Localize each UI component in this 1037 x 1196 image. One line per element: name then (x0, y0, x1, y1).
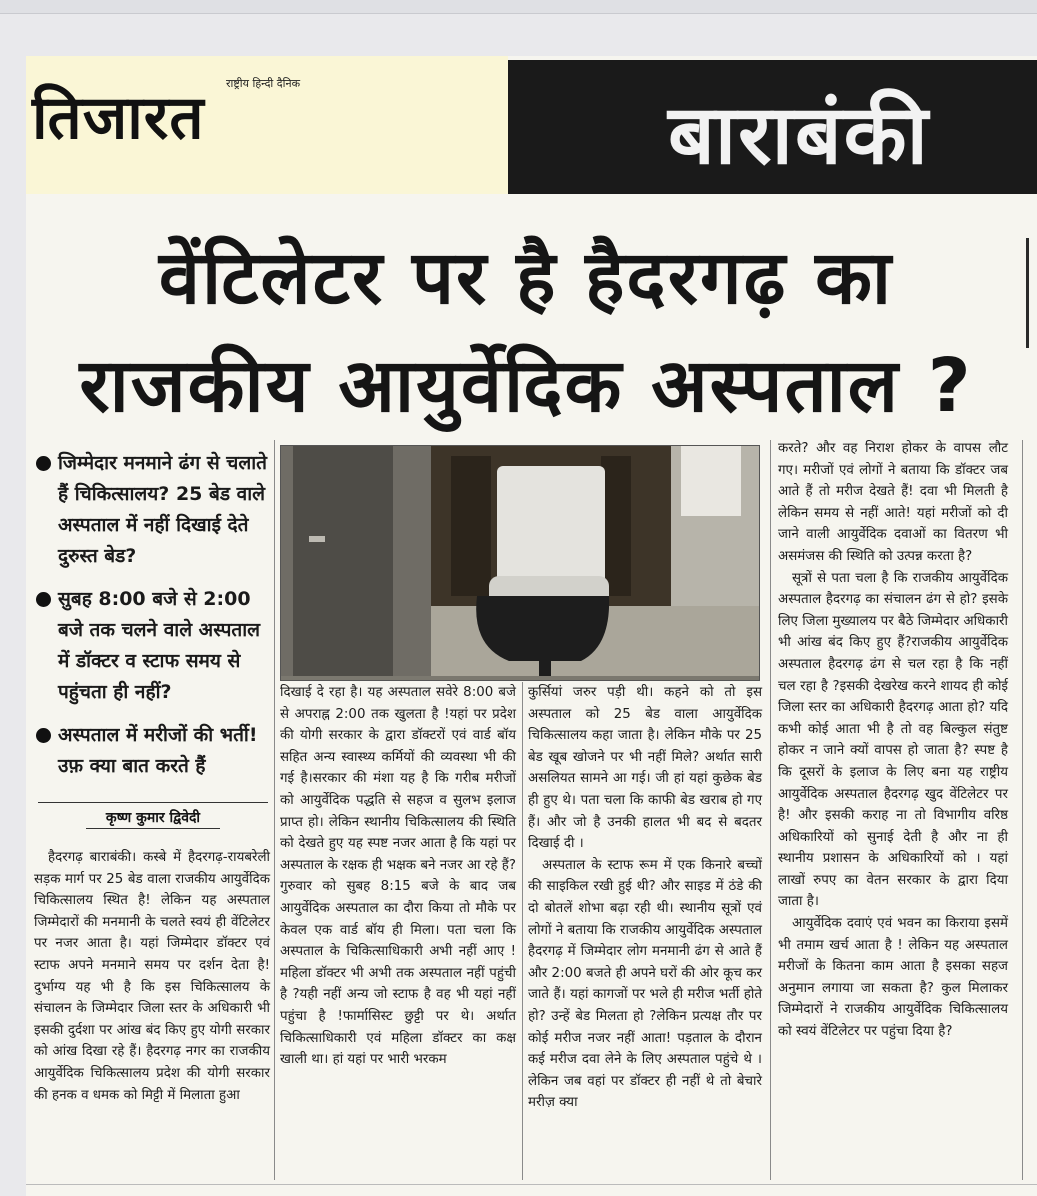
masthead-subtitle: राष्ट्रीय हिन्दी दैनिक (226, 77, 301, 90)
paragraph: दिखाई दे रहा है। यह अस्पताल सवेरे 8:00 बजे से अपराह्न 2:00 तक खुलता है !यहां पर प्रदेश की योगी सरकार के द्वारा डॉक्टरों एवं वार्ड बॉय सहित अन्य स्वास्थ्य कर्मियों की व्यवस्था भी की गई है।सरकार की मंशा यह है कि गरीब मरीजों को आयुर्वेदिक पद्धति से सहज व सुलभ इलाज प्राप्त हो। लेकिन स्थानीय चिकित्सालय की स्थिति को देखते हुए यह स्पष्ट नजर आता है कि यहां पर अस्पताल के रक्षक ही भक्षक बने नजर आ रहे हैं? गुरुवार को सुबह 8:15 बजे के बाद जब आयुर्वेदिक अस्पताल का दौरा किया तो मौके पर केवल एक वार्ड बॉय ही मिला। पता चला कि अस्पताल के चिकित्साधिकारी अभी नहीं आए !महिला डॉक्टर भी अभी तक अस्पताल नहीं पहुंची है ?यही नहीं अन्य जो स्टाफ है वह भी यहां नहीं पहुंचा है !फार्मासिस्ट छुट्टी पर थे। अर्थात चिकित्साधिकारी एवं महिला डॉक्टर का कक्ष खाली था। हां यहां पर भारी भरकम (280, 685, 516, 1068)
bullet-icon (36, 592, 51, 607)
byline-underline (86, 828, 220, 829)
headline-line-1: वेंटिलेटर पर है हैदरगढ़ का (158, 235, 894, 321)
article-column-4 (778, 438, 1008, 1043)
news-photo (280, 445, 760, 681)
bullet-icon (36, 728, 51, 743)
column-rule (522, 682, 523, 1180)
article-column-1 (34, 847, 270, 1106)
paragraph: करते? और वह निराश होकर के वापस लौट गए। मरीजों एवं लोगों ने बताया कि डॉक्टर जब आते हैं तो मरीज देखते हैं! दवा भी मिलती है लेकिन समय से नहीं आते! यहां मरीजों को दी जाने वाली आयुर्वेदिक दवाओं का वितरण भी असमंजस की स्थिति को उत्पन्न करता है? (778, 441, 1008, 564)
bullet-icon (36, 456, 51, 471)
column-rule (770, 440, 771, 1180)
headline-line-2: राजकीय आयुर्वेदिक अस्पताल ? (79, 343, 973, 429)
masthead (26, 56, 508, 194)
paragraph: हैदरगढ़ बाराबंकी। कस्बे में हैदरगढ़-रायबरेली सड़क मार्ग पर 25 बेड वाला राजकीय आयुर्वेदिक चिकित्सालय स्थित है! लेकिन यह अस्पताल जिम्मेदारों की मनमानी के चलते स्वयं ही वेंटिलेटर पर नजर आता है। यहां जिम्मेदार डॉक्टर एवं स्टाफ अपने मनमाने समय पर दर्शन देता है!दुर्भाग्य यह भी है कि इस चिकित्सालय के संचालन के जिम्मेदार जिला स्तर के अधिकारी भी इसकी दुर्दशा पर आंख बंद किए हुए योगी सरकार को आंख दिखा रहे हैं। हैदरगढ़ नगर का राजकीय आयुर्वेदिक चिकित्सालय प्रदेश की योगी सरकार की हनक व धमक को मिट्टी में मिलाता हुआ (34, 850, 270, 1103)
highlight-text: जिम्मेदार मनमाने ढंग से चलाते हैं चिकित्सालय? 25 बेड वाले अस्पताल में नहीं दिखाई देते दुरुस्त बेड? (58, 452, 267, 567)
paragraph: आयुर्वेदिक दवाएं एवं भवन का किराया इसमें भी तमाम खर्च आता है ! लेकिन यह अस्पताल मरीजों के कितना काम आता है इसका सहज अनुमान लगाया जा सकता है? कुल मिलाकर जिम्मेदारों ने राजकीय आयुर्वेदिक चिकित्सालय को स्वयं वेंटिलेटर पर पहुंचा दिया है? (778, 916, 1008, 1040)
city-name: बाराबंकी (668, 88, 930, 183)
photo-chair-icon (281, 446, 760, 681)
paragraph: सूत्रों से पता चला है कि राजकीय आयुर्वेदिक अस्पताल हैदरगढ़ का संचालन ढंग से हो? इसके लिए जिला मुख्यालय पर बैठे जिम्मेदार अधिकारी भी आंख बंद किए हुए हैं?राजकीय आयुर्वेदिक अस्पताल हैदरगढ़ ढंग से चल रहा है कि नहीं चल रहा है ?इसकी देखरेख करने शायद ही कोई जिला स्तर का अधिकारी हैदरगढ़ आता हो? यदि कभी कोई आता भी है तो वह बिल्कुल संतुष्ट होकर न जाने क्यों वापस हो जाता है? स्पष्ट है कि दूसरों के इलाज के लिए बना यह राष्ट्रीय आयुर्वेदिक अस्पताल हैदरगढ़ खुद वेंटिलेटर पर है! और इसकी कराह ना तो विभागीय वरिष्ठ अधिकारियों को सुनाई देती है और ना ही स्थानीय प्रशासन के अधिकारियों को । यहां लाखों रुपए का वेतन सरकार के द्वारा दिया जाता है। (778, 570, 1008, 910)
newspaper-logo: तिजारत (32, 83, 205, 153)
highlight-text: अस्पताल में मरीजों की भर्ती! उफ़ क्या बात करते हैं (58, 724, 258, 777)
paragraph: अस्पताल के स्टाफ रूम में एक किनारे बच्चों की साइकिल रखी हुई थी? और साइड में ठंडे की दो बोतलें शोभा बढ़ा रही थी। स्थानीय सूत्रों एवं लोगों ने बताया कि राजकीय आयुर्वेदिक अस्पताल हैदरगढ़ में जिम्मेदार लोग मनमानी ढंग से आते हैं और 2:00 बजते ही अपने घरों की ओर कूच कर जाते हैं। यहां कागजों पर भले ही मरीज भर्ती होते हो? उन्हें बेड मिलता हो ?लेकिन प्रत्यक्ष तौर पर कोई मरीज नजर नहीं आता! पड़ताल के दौरान कई मरीज दवा लेने के लिए अस्पताल पहुंचे थे ।लेकिन जब वहां पर डॉक्टर ही नहीं थे तो बेचारे मरीज़ क्या (528, 857, 762, 1111)
column-rule (1022, 440, 1023, 1180)
byline: कृष्ण कुमार द्विवेदी (105, 810, 201, 826)
byline-divider (38, 802, 268, 803)
column-rule (274, 440, 275, 1180)
top-strip (0, 0, 1037, 14)
highlight-text: सुबह 8:00 बजे से 2:00 बजे तक चलने वाले अस्पताल में डॉक्टर व स्टाफ समय से पहुंचता ही नहीं? (58, 588, 261, 703)
highlight-item (34, 584, 274, 708)
paragraph: कुर्सियां जरुर पड़ी थी। कहने को तो इस अस्पताल को 25 बेड वाला आयुर्वेदिक चिकित्सालय कहा जाता है। लेकिन मौके पर 25 बेड खूब खोजने पर भी नहीं मिले? अर्थात सारी असलियत सामने आ गई। जी हां यहां कुछेक बेड ही हुए थे। पता चला कि काफी बेड खराब हो गए हैं। और जो है उनकी हालत भी बद से बदतर दिखाई दी । (528, 685, 762, 852)
headline (26, 224, 1026, 440)
highlight-item (34, 448, 274, 572)
highlight-item (34, 720, 274, 782)
highlights-box (34, 448, 274, 794)
next-article-edge (26, 1184, 1037, 1196)
article-column-3 (528, 682, 762, 1114)
city-banner (508, 60, 1037, 194)
article-column-2 (280, 682, 516, 1071)
newspaper-page (26, 56, 1037, 1196)
adjacent-article-rule (1026, 238, 1029, 348)
